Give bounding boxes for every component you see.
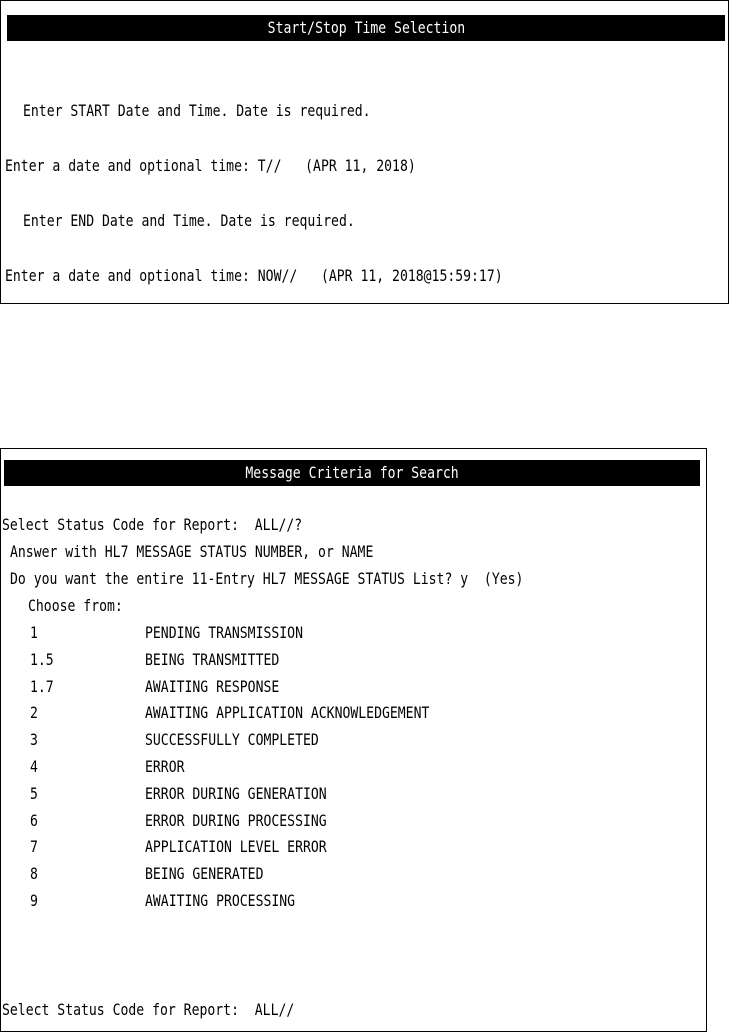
choose-from-label: Choose from: (28, 596, 123, 615)
list-item[interactable] (30, 677, 630, 697)
panel-title: Start/Stop Time Selection (7, 15, 725, 41)
list-item[interactable] (30, 811, 630, 831)
status-name: ERROR DURING PROCESSING (145, 810, 327, 830)
status-code: 2 (30, 703, 38, 723)
final-status-code-prompt[interactable]: Select Status Code for Report: ALL// (2, 1000, 295, 1019)
list-item[interactable] (30, 623, 630, 643)
end-instruction: Enter END Date and Time. Date is required. (23, 211, 355, 230)
status-code: 1.7 (30, 676, 54, 696)
list-item[interactable] (30, 784, 630, 804)
status-code: 5 (30, 783, 38, 803)
status-code: 1 (30, 623, 38, 642)
status-name: AWAITING PROCESSING (145, 891, 296, 910)
list-item[interactable] (30, 703, 630, 723)
list-item[interactable] (30, 650, 630, 670)
status-name: ERROR DURING GENERATION (145, 783, 327, 803)
status-code: 3 (30, 730, 38, 750)
end-date-prompt[interactable]: Enter a date and optional time: NOW// (APR 11, 2018@15:59:17) (5, 266, 503, 285)
start-stop-time-panel (0, 0, 729, 304)
list-question[interactable]: Do you want the entire 11-Entry HL7 MESSAGE STATUS List? y (Yes) (10, 569, 524, 588)
status-name: ERROR (145, 757, 185, 776)
status-code: 4 (30, 757, 38, 776)
status-name: BEING TRANSMITTED (145, 649, 280, 669)
list-item[interactable] (30, 837, 630, 857)
status-code-prompt[interactable]: Select Status Code for Report: ALL//? (2, 515, 303, 534)
start-date-prompt[interactable]: Enter a date and optional time: T// (APR 11, 2018) (5, 156, 416, 175)
status-code: 7 (30, 837, 38, 857)
status-name: PENDING TRANSMISSION (145, 623, 303, 642)
list-item[interactable] (30, 730, 630, 750)
status-name: AWAITING APPLICATION ACKNOWLEDGEMENT (145, 703, 430, 723)
status-name: SUCCESSFULLY COMPLETED (145, 730, 319, 750)
list-item[interactable] (30, 757, 630, 777)
status-code: 9 (30, 891, 38, 910)
message-criteria-panel (0, 448, 707, 1032)
status-name: APPLICATION LEVEL ERROR (145, 837, 327, 857)
status-code: 8 (30, 864, 38, 884)
status-name: BEING GENERATED (145, 864, 264, 884)
list-item[interactable] (30, 891, 630, 911)
list-item[interactable] (30, 864, 630, 884)
start-instruction: Enter START Date and Time. Date is required. (23, 101, 371, 120)
status-name: AWAITING RESPONSE (145, 676, 280, 696)
status-code: 1.5 (30, 649, 54, 669)
status-code: 6 (30, 810, 38, 830)
answer-hint: Answer with HL7 MESSAGE STATUS NUMBER, or NAME (10, 542, 374, 561)
panel-title: Message Criteria for Search (4, 460, 700, 486)
